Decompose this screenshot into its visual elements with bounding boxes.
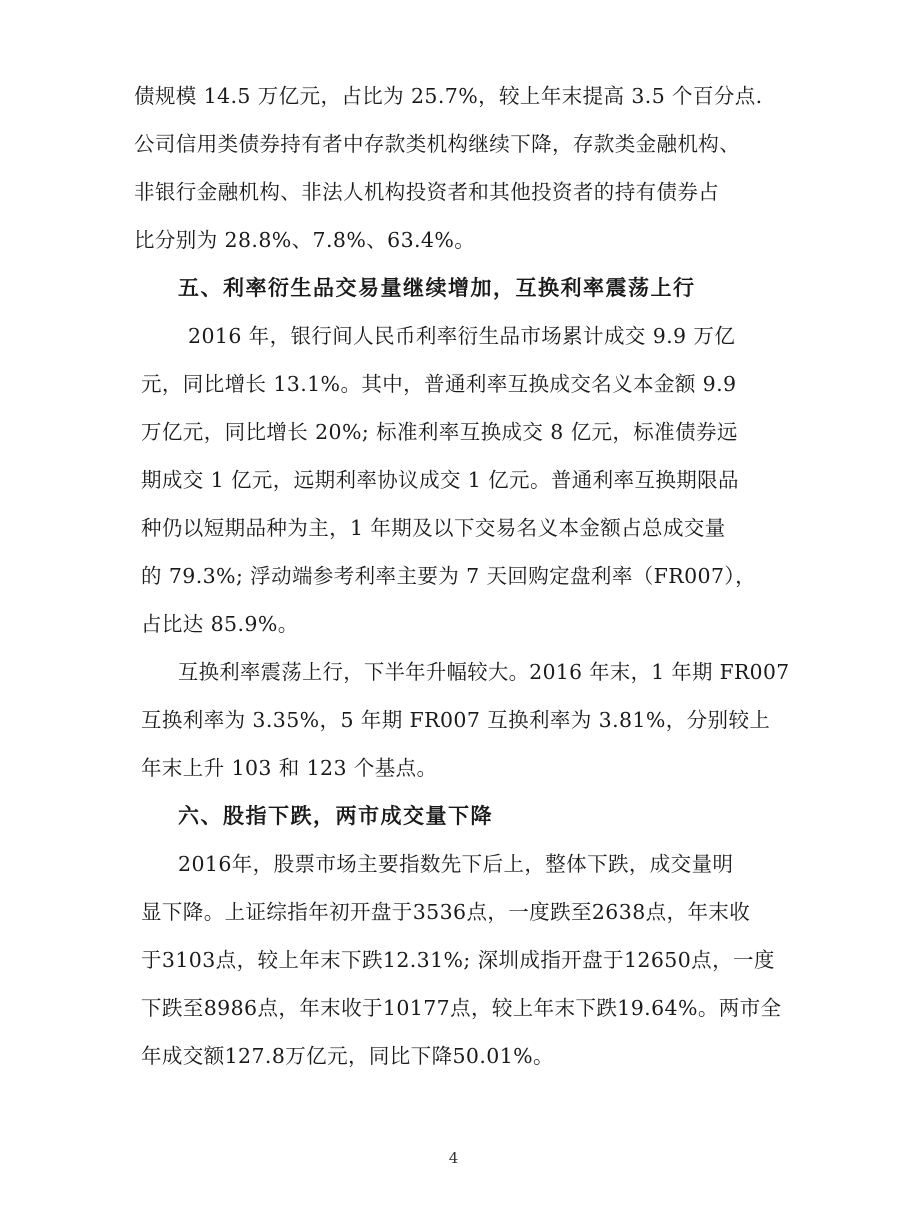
paragraph-line: 债规模 14.5 万亿元，占比为 25.7%，较上年末提高 3.5 个百分点. xyxy=(134,84,763,108)
paragraph-line: 年末上升 103 和 123 个基点。 xyxy=(141,756,438,780)
paragraph-line: 的 79.3%; 浮动端参考利率主要为 7 天回购定盘利率（FR007）， xyxy=(141,564,756,588)
paragraph-line: 年成交额127.8万亿元，同比下降50.01%。 xyxy=(141,1044,554,1068)
paragraph-line: 非银行金融机构、非法人机构投资者和其他投资者的持有债券占 xyxy=(134,180,720,204)
paragraph-line: 2016 年，银行间人民币利率衍生品市场累计成交 9.9 万亿 xyxy=(188,324,736,348)
section-heading: 五、利率衍生品交易量继续增加，互换利率震荡上行 xyxy=(178,276,696,300)
paragraph-line: 于3103点，较上年末下跌12.31%; 深圳成指开盘于12650点，一度 xyxy=(141,948,775,972)
paragraph-line: 下跌至8986点，年末收于10177点，较上年末下跌19.64%。两市全 xyxy=(141,996,782,1020)
paragraph-line: 比分别为 28.8%、7.8%、63.4%。 xyxy=(134,228,476,252)
paragraph-line: 2016年，股票市场主要指数先下后上，整体下跌，成交量明 xyxy=(178,852,734,876)
paragraph-line: 万亿元，同比增长 20%; 标准利率互换成交 8 亿元，标准债券远 xyxy=(141,420,738,444)
section-heading: 六、股指下跌，两市成交量下降 xyxy=(178,804,493,828)
paragraph-line: 公司信用类债券持有者中存款类机构继续下降，存款类金融机构、 xyxy=(134,132,741,156)
paragraph-line: 元，同比增长 13.1%。其中，普通利率互换成交名义本金额 9.9 xyxy=(141,372,737,396)
paragraph-line: 互换利率为 3.35%，5 年期 FR007 互换利率为 3.81%，分别较上 xyxy=(141,708,771,732)
page-number: 4 xyxy=(448,1149,459,1167)
paragraph-line: 显下降。上证综指年初开盘于3536点，一度跌至2638点，年末收 xyxy=(141,900,751,924)
paragraph-line: 种仍以短期品种为主，1 年期及以下交易名义本金额占总成交量 xyxy=(141,516,726,540)
paragraph-line: 互换利率震荡上行，下半年升幅较大。2016 年末，1 年期 FR007 xyxy=(178,660,790,684)
paragraph-line: 期成交 1 亿元，远期利率协议成交 1 亿元。普通利率互换期限品 xyxy=(141,468,739,492)
paragraph-line: 占比达 85.9%。 xyxy=(141,612,299,636)
